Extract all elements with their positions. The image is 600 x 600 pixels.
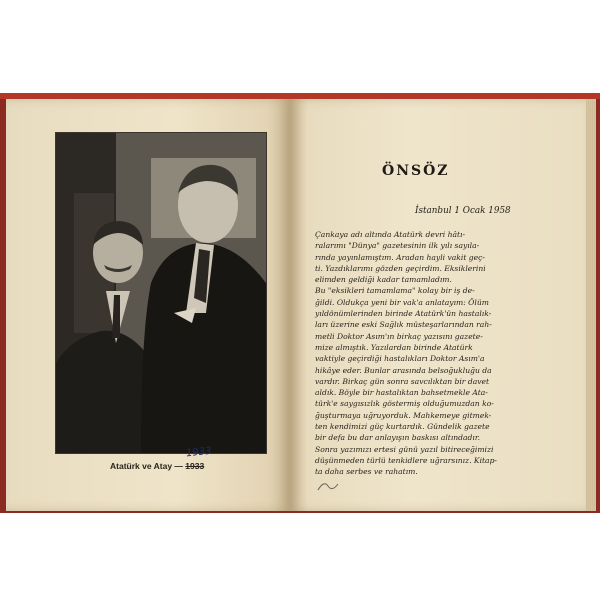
portrait-photograph-image xyxy=(56,133,266,453)
portrait-photograph xyxy=(55,132,267,454)
text-line: Çankaya adı altında Atatürk devri hâtı- xyxy=(315,230,466,239)
text-line: vardır. Birkaç gün sonra savcılıktan bir davet xyxy=(315,376,490,386)
text-line: metli Doktor Asım'ın birkaç yazısını gazete- xyxy=(315,331,483,341)
text-line: ğildi. Oldukça yeni bir vak'a anlatayım: Ölüm xyxy=(315,297,489,307)
handwritten-year: 1933 xyxy=(185,445,212,460)
text-line: türk'e saygısızlık göstermiş olduğumuzdan ko- xyxy=(315,399,494,409)
page-title: ÖNSÖZ xyxy=(382,163,450,179)
pencil-mark-icon xyxy=(316,478,340,496)
foreword-text xyxy=(315,229,525,478)
caption-prefix: Atatürk ve Atay — xyxy=(110,461,183,471)
text-line: hikâye eder. Bunlar arasında belsoğukluğu da xyxy=(315,365,492,375)
caption-year-printed: 1933 xyxy=(185,461,205,471)
text-line: ları üzerine eski Sağlık müsteşarlarından rah- xyxy=(315,320,492,330)
text-line: elimden geldiği kadar tamamladım. xyxy=(315,275,452,285)
text-line: rında yayınlamıştım. Aradan hayli vakit geç- xyxy=(315,252,485,262)
text-line: aldık. Böyle bir hastalıktan bahsetmekle Ata- xyxy=(315,388,488,398)
text-line: vaktiyle geçirdiği hastalıkları Doktor Asım'a xyxy=(315,354,485,364)
text-line: bir defa bu dar anlayışın baskısı altındadır. xyxy=(315,433,481,443)
text-line: ğuşturmaya uğruyorduk. Mahkemeye gitmek- xyxy=(315,410,492,420)
dateline: İstanbul 1 Ocak 1958 xyxy=(415,206,511,216)
text-line: yıldönümlerinden birinde Atatürk'ün hastalık- xyxy=(315,309,492,319)
text-line: ralarımı "Dünya" gazetesinin ilk yılı sayıla- xyxy=(315,241,480,251)
text-line: ta daha serbes ve rahatım. xyxy=(315,467,418,477)
text-line: ten kendimizi güç kurtardık. Gündelik gazete xyxy=(315,422,490,432)
text-line: Bu "eksikleri tamamlama" kolay bir iş de- xyxy=(315,286,475,296)
text-line: Sonra yazımızı ertesi günü yazıl bitireceğimizi xyxy=(315,444,494,454)
page-edges xyxy=(586,99,596,511)
text-line: ti. Yazdıklarımı gözden geçirdim. Eksiklerini xyxy=(315,263,486,273)
text-line: mize almıştık. Yazılardan birinde Atatürk xyxy=(315,342,473,352)
text-line: düşünmeden türlü tenkidlere uğrarsınız. Kitap- xyxy=(315,455,497,465)
photo-caption xyxy=(110,461,230,471)
